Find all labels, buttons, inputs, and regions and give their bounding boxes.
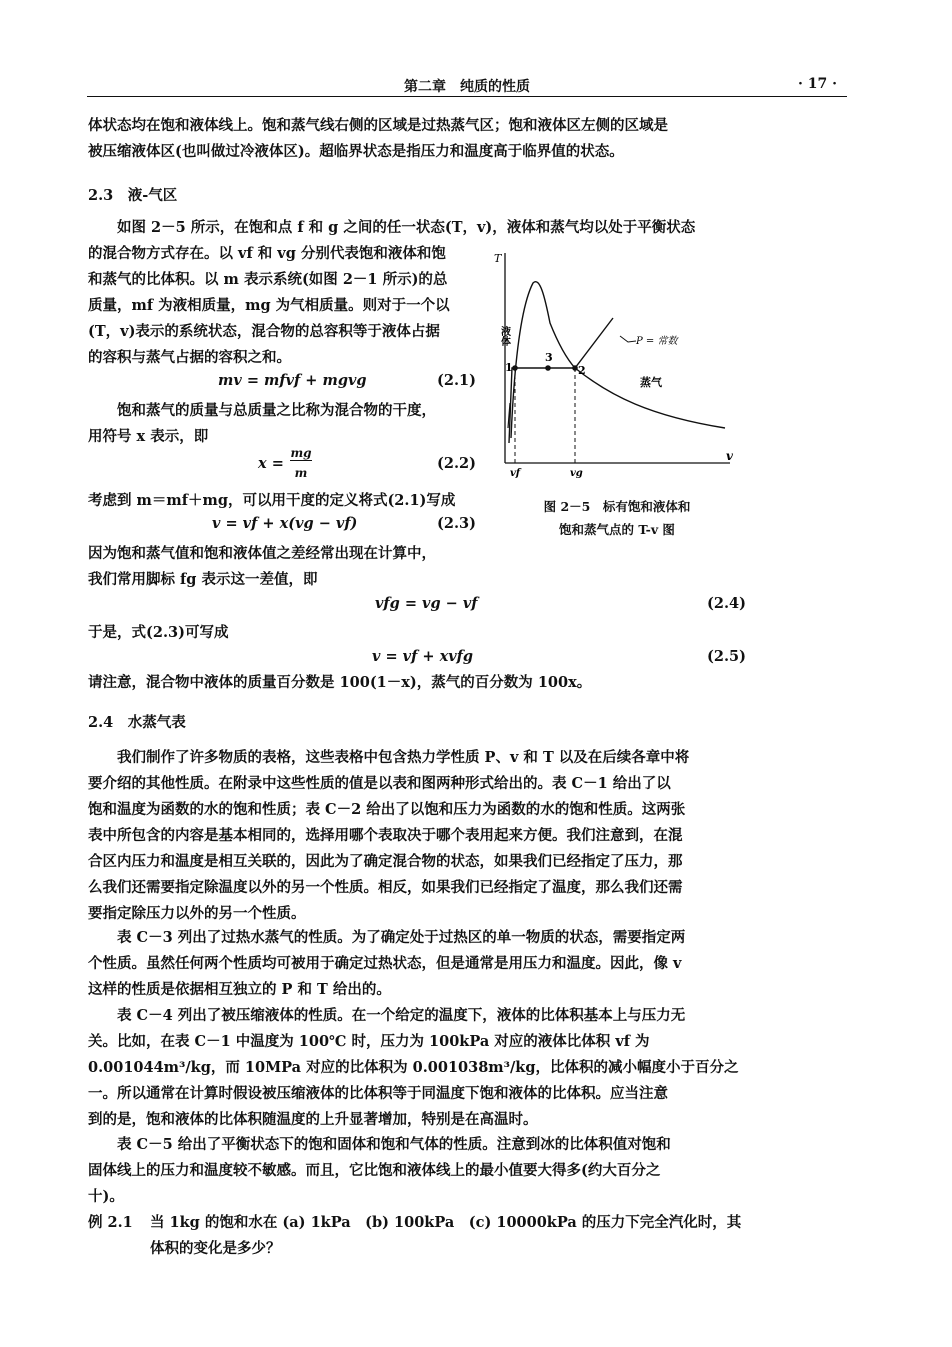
equation-2-4: vfg = vg − vf	[375, 595, 478, 612]
text-line: 么我们还需要指定除温度以外的另一个性质。相反，如果我们已经指定了温度，那么我们还需	[88, 879, 683, 896]
equation-number-2-5: (2.5)	[707, 648, 746, 665]
equation-2-3: v = vf + x(vg − vf)	[212, 515, 358, 532]
text-line: 合区内压力和温度是相互关联的，因此为了确定混合物的状态，如果我们已经指定了压力，那	[88, 853, 683, 870]
text-line: 请注意，混合物中液体的质量百分数是 100(1－x)，蒸气的百分数为 100x。	[88, 674, 592, 691]
text-line: 要介绍的其他性质。在附录中这些性质的值是以表和图两种形式给出的。表 C－1 给出了以	[88, 775, 671, 792]
text-line: 因为饱和蒸气值和饱和液体值之差经常出现在计算中，	[88, 545, 436, 562]
point-1-label: 1	[505, 361, 513, 374]
text-line: 的混合物方式存在。以 vf 和 vg 分别代表饱和液体和饱	[88, 245, 446, 262]
equation-number-2-1: (2.1)	[437, 372, 476, 389]
text-line: 固体线上的压力和温度较不敏感。而且，它比饱和液体线上的最小值要大得多(约大百分之	[88, 1162, 661, 1179]
text-line: 体状态均在饱和液体线上。饱和蒸气线右侧的区域是过热蒸气区；饱和液体区左侧的区域是	[88, 117, 668, 134]
intro-paragraph	[88, 113, 868, 165]
text-line: 表 C－5 给出了平衡状态下的饱和固体和饱和气体的性质。注意到冰的比体积值对饱和	[117, 1136, 671, 1153]
equation-2-2-numerator: mg	[290, 446, 312, 460]
text-line: 0.001044m³/kg，而 10MPa 对应的比体积为 0.001038m³/kg，比体积的减小幅度小于百分之	[88, 1059, 739, 1076]
v-axis-label: v	[726, 449, 733, 463]
paragraph-so	[88, 620, 228, 646]
text-line: 关。比如，在表 C－1 中温度为 100℃ 时，压力为 100kPa 对应的液体比体积 vf 为	[88, 1033, 650, 1050]
section-heading-2-4: 2.4 水蒸气表	[88, 714, 186, 731]
point-2-label: 2	[578, 364, 586, 377]
equation-number-2-4: (2.4)	[707, 595, 746, 612]
text-line: 十)。	[88, 1188, 124, 1205]
paragraph-2-4-d	[88, 1132, 868, 1210]
text-line: 到的是，饱和液体的比体积随温度的上升显著增加，特别是在高温时。	[88, 1111, 538, 1128]
text-line: 当 1kg 的饱和水在 (a) 1kPa (b) 100kPa (c) 10000kPa 的压力下完全汽化时，其	[150, 1214, 742, 1231]
text-line: 体积的变化是多少？	[150, 1240, 281, 1257]
point-1-marker	[512, 365, 518, 371]
example-label: 例 2.1	[88, 1214, 133, 1231]
text-line: 考虑到 m＝mf＋mg，可以用干度的定义将式(2.1)写成	[88, 492, 456, 509]
text-line: 表中所包含的内容是基本相同的，选择用哪个表取决于哪个表用起来方便。我们注意到，在混	[88, 827, 683, 844]
equation-2-2-denominator: m	[294, 466, 308, 480]
text-line: 个性质。虽然任何两个性质均可被用于确定过热状态，但是通常是用压力和温度。因此，像 v	[88, 955, 682, 972]
text-line: 表 C－4 列出了被压缩液体的性质。在一个给定的温度下，液体的比体积基本上与压力无	[117, 1007, 686, 1024]
point-2-marker	[572, 365, 578, 371]
figure-caption-line-1: 图 2－5 标有饱和液体和	[543, 499, 691, 514]
text-line: 用符号 x 表示，即	[88, 428, 209, 445]
paragraph-2-4-a	[88, 745, 868, 927]
example-text	[150, 1210, 850, 1262]
equation-2-1: mv = mfvf + mgvg	[218, 372, 367, 389]
text-line: 要指定除压力以外的另一个性质。	[88, 905, 306, 922]
text-line: 一。所以通常在计算时假设被压缩液体的比体积等于同温度下饱和液体的比体积。应当注意	[88, 1085, 668, 1102]
page-number: · 17 ·	[798, 76, 837, 92]
t-v-diagram	[490, 248, 740, 483]
section-heading-2-3: 2.3 液-气区	[88, 187, 178, 204]
saturated-liquid-vapor-dome	[511, 282, 575, 438]
chapter-title: 第二章 纯质的性质	[404, 79, 530, 95]
paragraph-2-3-cont	[88, 241, 488, 371]
equation-number-2-2: (2.2)	[437, 455, 476, 472]
text-line: 我们常用脚标 fg 表示这一差值，即	[88, 571, 318, 588]
text-line: 表 C－3 列出了过热水蒸气的性质。为了确定处于过热区的单一物质的状态，需要指定两	[117, 929, 686, 946]
vg-tick-label: vg	[570, 468, 583, 479]
paragraph-2-4-b	[88, 925, 868, 1003]
text-line: 饱和蒸气的质量与总质量之比称为混合物的干度，	[117, 402, 436, 419]
t-axis-label: T	[494, 252, 502, 265]
text-line: 被压缩液体区(也叫做过冷液体区)。超临界状态是指压力和温度高于临界值的状态。	[88, 143, 624, 160]
p-label-leader	[620, 336, 636, 342]
text-line: (T，v)表示的系统状态，混合物的总容积等于液体占据	[88, 323, 440, 340]
paragraph-dryness	[88, 398, 488, 450]
paragraph-note	[88, 670, 868, 696]
pressure-label: P = 常数	[636, 336, 678, 347]
constant-pressure-line	[509, 318, 613, 443]
paragraph-because	[88, 541, 508, 593]
equation-2-5: v = vf + xvfg	[372, 648, 474, 665]
figure-caption-line-2: 饱和蒸气点的 T-v 图	[559, 522, 675, 537]
equation-2-2-lhs: x =	[258, 455, 284, 472]
text-line: 和蒸气的比体积。以 m 表示系统(如图 2－1 所示)的总	[88, 271, 448, 288]
text-line: 如图 2－5 所示，在饱和点 f 和 g 之间的任一状态(T，v)，液体和蒸气均以处于平衡状态	[117, 219, 696, 236]
paragraph-2-4-c	[88, 1003, 868, 1133]
paragraph-consider	[88, 488, 508, 514]
point-3-marker	[545, 365, 551, 371]
equation-number-2-3: (2.3)	[437, 515, 476, 532]
text-line: 我们制作了许多物质的表格，这些表格中包含热力学性质 P、v 和 T 以及在后续各章中将	[117, 749, 690, 766]
text-line: 于是，式(2.3)可写成	[88, 624, 229, 641]
paragraph-2-3-first	[88, 215, 868, 241]
vf-tick-label: vf	[510, 468, 521, 479]
page-header	[87, 74, 847, 97]
text-line: 质量，mf 为液相质量，mg 为气相质量。则对于一个以	[88, 297, 450, 314]
vapor-label: 蒸气	[640, 376, 662, 389]
text-line: 这样的性质是依据相互独立的 P 和 T 给出的。	[88, 981, 391, 998]
text-line: 的容积与蒸气占据的容积之和。	[88, 349, 291, 366]
point-3-label: 3	[545, 351, 553, 364]
text-line: 饱和温度为函数的水的饱和性质；表 C－2 给出了以饱和压力为函数的水的饱和性质。这两张	[88, 801, 686, 818]
liquid-label: 液体	[498, 326, 510, 346]
